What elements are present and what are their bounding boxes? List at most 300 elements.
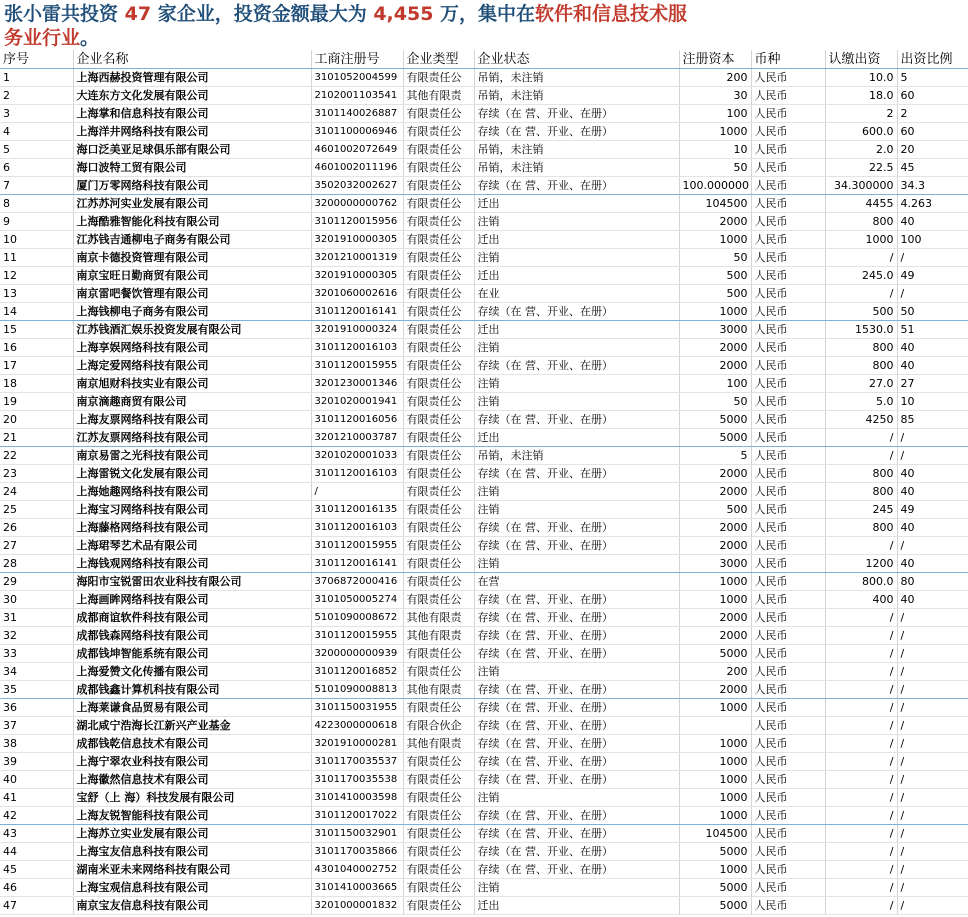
cell-subscribed-capital: 600.0 [825, 123, 897, 141]
cell-index: 38 [0, 735, 73, 753]
table-row[interactable] [0, 429, 968, 447]
cell-subscribed-capital: / [825, 879, 897, 897]
cell-share-ratio: / [897, 447, 968, 465]
cell-index: 3 [0, 105, 73, 123]
cell-reg-number: 3101120016135 [311, 501, 403, 519]
cell-currency: 人民币 [751, 177, 825, 195]
cell-subscribed-capital: / [825, 681, 897, 699]
cell-currency: 人民币 [751, 537, 825, 555]
cell-subscribed-capital: / [825, 627, 897, 645]
table-row[interactable] [0, 195, 968, 213]
cell-reg-number: 4223000000618 [311, 717, 403, 735]
cell-reg-number: 3101120016056 [311, 411, 403, 429]
table-row[interactable] [0, 717, 968, 735]
cell-registered-capital: 1000 [679, 861, 751, 879]
cell-index: 7 [0, 177, 73, 195]
cell-currency: 人民币 [751, 789, 825, 807]
table-row[interactable] [0, 861, 968, 879]
cell-currency: 人民币 [751, 627, 825, 645]
cell-registered-capital: 100.000000 [679, 177, 751, 195]
cell-index: 43 [0, 825, 73, 843]
cell-company-name: 江苏钱吉通柳电子商务有限公司 [73, 231, 311, 249]
cell-company-type: 有限责任公 [403, 537, 474, 555]
table-row[interactable] [0, 735, 968, 753]
cell-company-status: 存续（在 营、开业、在册） [474, 771, 679, 789]
cell-index: 32 [0, 627, 73, 645]
cell-reg-number: 3201910000281 [311, 735, 403, 753]
table-row[interactable] [0, 573, 968, 591]
table-row[interactable] [0, 105, 968, 123]
cell-share-ratio: 20 [897, 141, 968, 159]
cell-company-status: 迁出 [474, 231, 679, 249]
cell-company-type: 其他有限责 [403, 627, 474, 645]
cell-company-status: 在业 [474, 285, 679, 303]
cell-share-ratio: 40 [897, 465, 968, 483]
table-row[interactable] [0, 123, 968, 141]
cell-company-name: 宝舒（上 海）科技发展有限公司 [73, 789, 311, 807]
table-row[interactable] [0, 753, 968, 771]
cell-registered-capital: 1000 [679, 735, 751, 753]
cell-registered-capital: 2000 [679, 465, 751, 483]
cell-reg-number: 5101090008672 [311, 609, 403, 627]
cell-company-type: 有限责任公 [403, 663, 474, 681]
cell-subscribed-capital: / [825, 609, 897, 627]
cell-reg-number: 3101120016103 [311, 339, 403, 357]
cell-subscribed-capital: 4250 [825, 411, 897, 429]
investment-table [0, 50, 968, 915]
table-row[interactable] [0, 825, 968, 843]
table-row[interactable] [0, 87, 968, 105]
cell-company-type: 有限责任公 [403, 501, 474, 519]
cell-company-status: 存续（在 营、开业、在册） [474, 861, 679, 879]
table-row[interactable] [0, 663, 968, 681]
table-row[interactable] [0, 501, 968, 519]
table-row[interactable] [0, 393, 968, 411]
cell-currency: 人民币 [751, 807, 825, 825]
cell-reg-number: 3502032002627 [311, 177, 403, 195]
cell-company-type: 有限责任公 [403, 393, 474, 411]
cell-company-name: 上海爱赞文化传播有限公司 [73, 663, 311, 681]
cell-company-name: 成都钱乾信息技术有限公司 [73, 735, 311, 753]
cell-company-name: 海口泛美亚足球俱乐部有限公司 [73, 141, 311, 159]
table-row[interactable] [0, 267, 968, 285]
header-reg-number[interactable]: 工商注册号 [311, 50, 403, 69]
cell-registered-capital: 1000 [679, 123, 751, 141]
cell-company-name: 大连东方文化发展有限公司 [73, 87, 311, 105]
table-row[interactable] [0, 771, 968, 789]
cell-share-ratio: 34.3 [897, 177, 968, 195]
cell-subscribed-capital: / [825, 771, 897, 789]
cell-company-status: 存续（在 营、开业、在册） [474, 357, 679, 375]
cell-registered-capital: 1000 [679, 573, 751, 591]
cell-reg-number: 3101410003598 [311, 789, 403, 807]
cell-index: 25 [0, 501, 73, 519]
cell-registered-capital: 1000 [679, 807, 751, 825]
cell-company-type: 有限责任公 [403, 285, 474, 303]
cell-company-type: 有限责任公 [403, 591, 474, 609]
cell-registered-capital: 50 [679, 249, 751, 267]
cell-company-name: 海阳市宝锐雷田农业科技有限公司 [73, 573, 311, 591]
cell-reg-number: 3201210001319 [311, 249, 403, 267]
cell-company-type: 有限责任公 [403, 843, 474, 861]
cell-share-ratio: 100 [897, 231, 968, 249]
table-row[interactable] [0, 447, 968, 465]
cell-reg-number: 3101120016141 [311, 555, 403, 573]
cell-subscribed-capital: / [825, 429, 897, 447]
header-share-ratio[interactable]: 出资比例 [897, 50, 968, 69]
cell-share-ratio: / [897, 879, 968, 897]
cell-company-status: 注销 [474, 483, 679, 501]
cell-company-name: 上海钱柳电子商务有限公司 [73, 303, 311, 321]
cell-reg-number: 3101052004599 [311, 69, 403, 87]
cell-currency: 人民币 [751, 267, 825, 285]
cell-company-status: 注销 [474, 339, 679, 357]
cell-company-type: 有限责任公 [403, 447, 474, 465]
table-row[interactable] [0, 465, 968, 483]
cell-company-name: 上海画眸网络科技有限公司 [73, 591, 311, 609]
cell-company-type: 有限责任公 [403, 699, 474, 717]
cell-registered-capital: 1000 [679, 303, 751, 321]
cell-company-type: 有限合伙企 [403, 717, 474, 735]
cell-company-name: 上海藤格网络科技有限公司 [73, 519, 311, 537]
table-row[interactable] [0, 285, 968, 303]
cell-subscribed-capital: 1530.0 [825, 321, 897, 339]
cell-company-type: 有限责任公 [403, 249, 474, 267]
cell-company-status: 存续（在 营、开业、在册） [474, 843, 679, 861]
cell-share-ratio: 2 [897, 105, 968, 123]
cell-share-ratio: / [897, 681, 968, 699]
cell-currency: 人民币 [751, 699, 825, 717]
cell-index: 18 [0, 375, 73, 393]
cell-subscribed-capital: 1200 [825, 555, 897, 573]
cell-index: 47 [0, 897, 73, 915]
cell-currency: 人民币 [751, 249, 825, 267]
cell-registered-capital: 1000 [679, 591, 751, 609]
cell-company-status: 存续（在 营、开业、在册） [474, 123, 679, 141]
cell-subscribed-capital: 500 [825, 303, 897, 321]
cell-reg-number: 3101120015955 [311, 627, 403, 645]
cell-index: 30 [0, 591, 73, 609]
cell-subscribed-capital: / [825, 807, 897, 825]
cell-company-type: 有限责任公 [403, 429, 474, 447]
cell-reg-number: 3101120015955 [311, 537, 403, 555]
cell-share-ratio: / [897, 663, 968, 681]
cell-registered-capital: 5000 [679, 843, 751, 861]
cell-index: 42 [0, 807, 73, 825]
cell-registered-capital: 1000 [679, 789, 751, 807]
cell-registered-capital: 2000 [679, 537, 751, 555]
cell-company-type: 有限责任公 [403, 123, 474, 141]
cell-share-ratio: / [897, 807, 968, 825]
table-row[interactable] [0, 699, 968, 717]
cell-subscribed-capital: / [825, 447, 897, 465]
cell-currency: 人民币 [751, 735, 825, 753]
cell-subscribed-capital: 245.0 [825, 267, 897, 285]
cell-company-status: 吊销，未注销 [474, 447, 679, 465]
table-row[interactable] [0, 591, 968, 609]
cell-company-status: 迁出 [474, 321, 679, 339]
table-row[interactable] [0, 843, 968, 861]
cell-registered-capital: 30 [679, 87, 751, 105]
cell-reg-number: 3201230001346 [311, 375, 403, 393]
cell-company-status: 存续（在 营、开业、在册） [474, 627, 679, 645]
table-row[interactable] [0, 627, 968, 645]
cell-index: 36 [0, 699, 73, 717]
cell-share-ratio: / [897, 645, 968, 663]
cell-subscribed-capital: 800 [825, 213, 897, 231]
cell-currency: 人民币 [751, 213, 825, 231]
cell-company-type: 有限责任公 [403, 555, 474, 573]
cell-subscribed-capital: / [825, 825, 897, 843]
cell-company-type: 有限责任公 [403, 267, 474, 285]
table-row[interactable] [0, 69, 968, 87]
cell-index: 40 [0, 771, 73, 789]
cell-registered-capital: 5000 [679, 897, 751, 915]
table-row[interactable] [0, 555, 968, 573]
table-row[interactable] [0, 339, 968, 357]
cell-subscribed-capital: 1000 [825, 231, 897, 249]
cell-company-type: 有限责任公 [403, 465, 474, 483]
cell-company-name: 上海雷锐文化发展有限公司 [73, 465, 311, 483]
cell-subscribed-capital: / [825, 861, 897, 879]
cell-share-ratio: 4.263 [897, 195, 968, 213]
header-company-status[interactable]: 企业状态 [474, 50, 679, 69]
cell-registered-capital: 2000 [679, 519, 751, 537]
cell-reg-number: 3201060002616 [311, 285, 403, 303]
cell-registered-capital: 2000 [679, 339, 751, 357]
table-row[interactable] [0, 645, 968, 663]
header-registered-capital[interactable]: 注册资本 [679, 50, 751, 69]
cell-company-status: 存续（在 营、开业、在册） [474, 717, 679, 735]
cell-reg-number: 3101120016141 [311, 303, 403, 321]
cell-subscribed-capital: / [825, 645, 897, 663]
cell-reg-number: 3201910000305 [311, 267, 403, 285]
table-row[interactable] [0, 357, 968, 375]
cell-company-type: 其他有限责 [403, 681, 474, 699]
cell-company-name: 成都商谊软件科技有限公司 [73, 609, 311, 627]
cell-company-name: 厦门万零网络科技有限公司 [73, 177, 311, 195]
cell-reg-number: 3201910000324 [311, 321, 403, 339]
cell-registered-capital: 2000 [679, 213, 751, 231]
header-company-type[interactable]: 企业类型 [403, 50, 474, 69]
cell-index: 39 [0, 753, 73, 771]
cell-company-status: 在营 [474, 573, 679, 591]
cell-company-type: 有限责任公 [403, 753, 474, 771]
table-row[interactable] [0, 249, 968, 267]
cell-reg-number: 3101120016103 [311, 465, 403, 483]
cell-company-name: 上海友锐智能科技有限公司 [73, 807, 311, 825]
cell-index: 21 [0, 429, 73, 447]
cell-registered-capital: 3000 [679, 321, 751, 339]
cell-company-name: 上海苏立实业发展有限公司 [73, 825, 311, 843]
cell-share-ratio: / [897, 843, 968, 861]
cell-reg-number: 3201020001941 [311, 393, 403, 411]
cell-company-name: 上海钱观网络科技有限公司 [73, 555, 311, 573]
table-row[interactable] [0, 879, 968, 897]
table-row[interactable] [0, 609, 968, 627]
cell-company-name: 上海珺琴艺术品有限公司 [73, 537, 311, 555]
cell-reg-number: 3201210003787 [311, 429, 403, 447]
cell-reg-number: 3201000001832 [311, 897, 403, 915]
cell-company-status: 迁出 [474, 897, 679, 915]
table-row[interactable] [0, 375, 968, 393]
cell-reg-number: 3201910000305 [311, 231, 403, 249]
cell-reg-number: / [311, 483, 403, 501]
header-subscribed-capital[interactable]: 认缴出资 [825, 50, 897, 69]
cell-share-ratio: 51 [897, 321, 968, 339]
page-title [4, 2, 694, 50]
cell-index: 24 [0, 483, 73, 501]
table-row[interactable] [0, 141, 968, 159]
cell-company-status: 存续（在 营、开业、在册） [474, 699, 679, 717]
cell-share-ratio: 80 [897, 573, 968, 591]
table-row[interactable] [0, 519, 968, 537]
cell-company-type: 有限责任公 [403, 177, 474, 195]
cell-registered-capital: 1000 [679, 699, 751, 717]
cell-subscribed-capital: 2.0 [825, 141, 897, 159]
cell-share-ratio: / [897, 717, 968, 735]
cell-subscribed-capital: 800 [825, 465, 897, 483]
cell-subscribed-capital: 400 [825, 591, 897, 609]
cell-company-type: 有限责任公 [403, 231, 474, 249]
table-row[interactable] [0, 177, 968, 195]
cell-subscribed-capital: / [825, 897, 897, 915]
cell-subscribed-capital: 5.0 [825, 393, 897, 411]
cell-company-status: 存续（在 营、开业、在册） [474, 825, 679, 843]
cell-company-type: 有限责任公 [403, 213, 474, 231]
cell-company-name: 南京雷吧餐饮管理有限公司 [73, 285, 311, 303]
table-row[interactable] [0, 411, 968, 429]
cell-company-name: 上海定爱网络科技有限公司 [73, 357, 311, 375]
table-row[interactable] [0, 231, 968, 249]
cell-subscribed-capital: / [825, 717, 897, 735]
cell-currency: 人民币 [751, 303, 825, 321]
cell-share-ratio: / [897, 627, 968, 645]
cell-share-ratio: / [897, 897, 968, 915]
cell-index: 4 [0, 123, 73, 141]
cell-company-status: 注销 [474, 375, 679, 393]
header-index[interactable]: 序号 [0, 50, 73, 69]
table-row[interactable] [0, 681, 968, 699]
cell-registered-capital: 200 [679, 69, 751, 87]
cell-share-ratio: 40 [897, 483, 968, 501]
title-max-amount: 4,455 [366, 3, 441, 25]
table-row[interactable] [0, 897, 968, 915]
cell-company-name: 成都钱森网络科技有限公司 [73, 627, 311, 645]
cell-currency: 人民币 [751, 195, 825, 213]
cell-index: 27 [0, 537, 73, 555]
table-row[interactable] [0, 159, 968, 177]
cell-reg-number: 4601002072649 [311, 141, 403, 159]
cell-index: 17 [0, 357, 73, 375]
header-company-name[interactable]: 企业名称 [73, 50, 311, 69]
title-part-3: 家企业，投资金额最大为 [157, 3, 367, 25]
cell-company-status: 迁出 [474, 267, 679, 285]
cell-company-type: 有限责任公 [403, 645, 474, 663]
cell-company-name: 南京宝友信息科技有限公司 [73, 897, 311, 915]
cell-subscribed-capital: / [825, 249, 897, 267]
cell-index: 13 [0, 285, 73, 303]
table-row[interactable] [0, 303, 968, 321]
cell-company-name: 上海她趣网络科技有限公司 [73, 483, 311, 501]
title-part-7: 。 [80, 27, 100, 49]
cell-reg-number: 3101150032901 [311, 825, 403, 843]
cell-currency: 人民币 [751, 285, 825, 303]
cell-currency: 人民币 [751, 321, 825, 339]
cell-currency: 人民币 [751, 519, 825, 537]
table-row[interactable] [0, 537, 968, 555]
cell-share-ratio: 40 [897, 555, 968, 573]
cell-currency: 人民币 [751, 501, 825, 519]
cell-subscribed-capital: 18.0 [825, 87, 897, 105]
cell-currency: 人民币 [751, 609, 825, 627]
cell-company-name: 南京易雷之光科技有限公司 [73, 447, 311, 465]
header-currency[interactable]: 币种 [751, 50, 825, 69]
cell-currency: 人民币 [751, 231, 825, 249]
cell-company-status: 注销 [474, 393, 679, 411]
title-part-5: 万，集中在 [440, 3, 536, 25]
cell-company-name: 南京旭财科技实业有限公司 [73, 375, 311, 393]
cell-currency: 人民币 [751, 123, 825, 141]
cell-company-status: 吊销，未注销 [474, 159, 679, 177]
cell-company-status: 注销 [474, 789, 679, 807]
cell-company-status: 注销 [474, 879, 679, 897]
table-row[interactable] [0, 483, 968, 501]
cell-registered-capital: 5 [679, 447, 751, 465]
cell-company-status: 吊销，未注销 [474, 141, 679, 159]
cell-company-status: 注销 [474, 249, 679, 267]
cell-index: 46 [0, 879, 73, 897]
cell-registered-capital: 500 [679, 501, 751, 519]
cell-share-ratio: 45 [897, 159, 968, 177]
table-row[interactable] [0, 321, 968, 339]
cell-currency: 人民币 [751, 429, 825, 447]
cell-index: 19 [0, 393, 73, 411]
cell-company-name: 湖北咸宁浩海长江新兴产业基金 [73, 717, 311, 735]
cell-company-name: 上海洋井网络科技有限公司 [73, 123, 311, 141]
table-row[interactable] [0, 213, 968, 231]
cell-currency: 人民币 [751, 411, 825, 429]
cell-subscribed-capital: / [825, 663, 897, 681]
table-row[interactable] [0, 807, 968, 825]
table-row[interactable] [0, 789, 968, 807]
cell-company-name: 南京宝旺日勤商贸有限公司 [73, 267, 311, 285]
cell-reg-number: 3201020001033 [311, 447, 403, 465]
cell-reg-number: 3101170035866 [311, 843, 403, 861]
cell-company-type: 有限责任公 [403, 771, 474, 789]
cell-share-ratio: / [897, 609, 968, 627]
cell-currency: 人民币 [751, 663, 825, 681]
cell-reg-number: 3101140026887 [311, 105, 403, 123]
cell-share-ratio: / [897, 537, 968, 555]
cell-registered-capital: 2000 [679, 627, 751, 645]
cell-reg-number: 3706872000416 [311, 573, 403, 591]
cell-currency: 人民币 [751, 87, 825, 105]
title-industry: 软件和信息技术服务业行业 [4, 3, 688, 49]
cell-company-status: 吊销，未注销 [474, 87, 679, 105]
cell-reg-number: 3101170035538 [311, 771, 403, 789]
cell-registered-capital: 1000 [679, 753, 751, 771]
cell-company-type: 有限责任公 [403, 375, 474, 393]
cell-company-status: 存续（在 营、开业、在册） [474, 411, 679, 429]
cell-company-status: 注销 [474, 501, 679, 519]
cell-share-ratio: 85 [897, 411, 968, 429]
cell-index: 6 [0, 159, 73, 177]
cell-registered-capital: 1000 [679, 771, 751, 789]
cell-index: 10 [0, 231, 73, 249]
cell-share-ratio: 40 [897, 519, 968, 537]
cell-company-name: 湖南米亚未来网络科技有限公司 [73, 861, 311, 879]
